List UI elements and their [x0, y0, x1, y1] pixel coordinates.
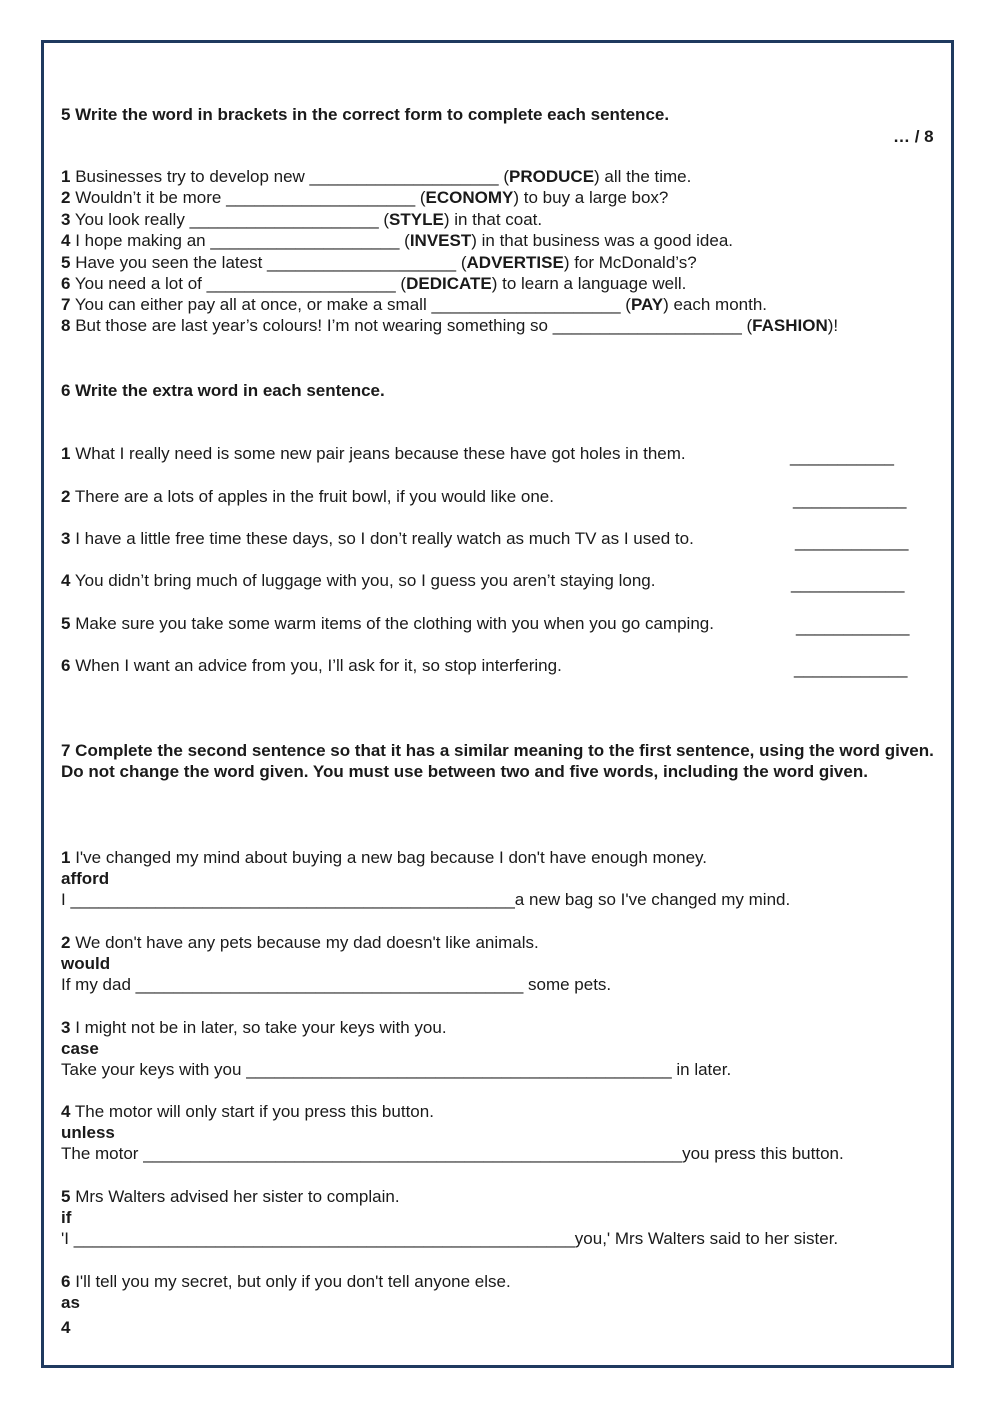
item-text-end: ) in that business was a good idea. [471, 231, 734, 250]
section6-item [61, 528, 694, 549]
item-text: Wouldn’t it be more [70, 188, 227, 207]
bracket-open: ( [399, 231, 410, 250]
item-number: 4 [61, 1102, 71, 1121]
item-text-end: ) to learn a language well. [491, 274, 687, 293]
item-text: But those are last year’s colours! I’m not wearing something so [70, 316, 553, 335]
item-sentence: I might not be in later, so take your keys with you. [70, 1018, 447, 1037]
key-word: unless [61, 1123, 115, 1142]
item-number: 1 [61, 167, 71, 186]
root-word: FASHION [752, 316, 828, 335]
item-text: You need a lot of [70, 274, 207, 293]
section6-item [61, 613, 714, 634]
section5-item [61, 187, 668, 208]
section5-item [61, 230, 733, 251]
root-word: PAY [630, 295, 664, 314]
item-sentence: The motor will only start if you press this button. [70, 1102, 434, 1121]
answer-blank[interactable]: ____________________ [226, 188, 416, 207]
item-number: 3 [61, 1018, 71, 1037]
item-text: You look really [70, 210, 190, 229]
item-sentence: Mrs Walters advised her sister to complain. [70, 1187, 400, 1206]
answer-blank[interactable]: ____________________ [189, 210, 379, 229]
section7-item [61, 847, 707, 868]
answer-blank[interactable]: ____________________ [309, 167, 499, 186]
item-text: There are a lots of apples in the fruit bowl, if you would like one. [70, 487, 554, 506]
answer-blank[interactable]: ____________________ [431, 295, 621, 314]
answer-line[interactable]: If my dad _________________________________________ some pets. [61, 975, 612, 994]
item-sentence: We don't have any pets because my dad doesn't like animals. [70, 933, 539, 952]
item-sentence: I've changed my mind about buying a new bag because I don't have enough money. [70, 848, 708, 867]
item-number: 8 [61, 316, 71, 335]
section5-item [61, 315, 838, 336]
answer-blank[interactable]: ____________________ [206, 274, 396, 293]
section5-item [61, 273, 686, 294]
item-number: 2 [61, 487, 71, 506]
item-text: When I want an advice from you, I’ll ask for it, so stop interfering. [70, 656, 562, 675]
answer-line[interactable]: Take your keys with you _____________________________________________ in later. [61, 1060, 732, 1079]
bracket-open: ( [378, 210, 390, 229]
key-word: afford [61, 869, 110, 888]
item-number: 3 [61, 210, 71, 229]
item-text: What I really need is some new pair jeans because these have got holes in them. [70, 444, 686, 463]
section6-item [61, 443, 686, 464]
item-text: Businesses try to develop new [70, 167, 310, 186]
page-number: 4 [61, 1318, 71, 1337]
bracket-open: ( [415, 188, 426, 207]
item-text: Have you seen the latest [70, 253, 268, 272]
section5-item [61, 294, 767, 315]
item-text: Make sure you take some warm items of the clothing with you when you go camping. [70, 614, 714, 633]
section6-item [61, 655, 562, 676]
bracket-open: ( [498, 167, 510, 186]
item-number: 2 [61, 933, 71, 952]
section7-item [61, 1186, 400, 1207]
bracket-open: ( [741, 316, 753, 335]
root-word: DEDICATE [406, 274, 492, 293]
section7-item [61, 932, 539, 953]
item-text-end: ) each month. [663, 295, 768, 314]
key-word: case [61, 1039, 99, 1058]
section7-item [61, 1101, 434, 1122]
item-number: 1 [61, 444, 71, 463]
section6-item [61, 486, 554, 507]
root-word: ECONOMY [425, 188, 514, 207]
answer-blank[interactable]: ____________________ [210, 231, 400, 250]
item-text-end: ) all the time. [594, 167, 692, 186]
item-text-end: ) to buy a large box? [513, 188, 669, 207]
item-number: 4 [61, 231, 71, 250]
key-word: if [61, 1208, 72, 1227]
item-number: 6 [61, 1272, 71, 1291]
item-sentence: I'll tell you my secret, but only if you don't tell anyone else. [70, 1272, 511, 1291]
item-number: 5 [61, 614, 71, 633]
answer-line[interactable]: I _______________________________________________a new bag so I've changed my mind. [61, 890, 791, 909]
item-number: 3 [61, 529, 71, 548]
item-number: 4 [61, 571, 71, 590]
section5-score: … / 8 [893, 127, 934, 146]
answer-blank[interactable]: ____________ [793, 490, 907, 509]
answer-blank[interactable]: ____________ [795, 532, 909, 551]
section7-item [61, 1271, 511, 1292]
section7-heading: 7 Complete the second sentence so that it has a similar meaning to the first sentence, using the word given. Do not change the word given. You must use between two and five words, including the word given. [61, 741, 934, 781]
section5-item [61, 209, 542, 230]
item-number: 5 [61, 1187, 71, 1206]
item-text-end: ) for McDonald’s? [563, 253, 697, 272]
item-number: 7 [61, 295, 71, 314]
item-text: You didn’t bring much of luggage with you, so I guess you aren’t staying long. [70, 571, 656, 590]
section6-heading: 6 Write the extra word in each sentence. [61, 381, 385, 400]
item-number: 6 [61, 274, 71, 293]
item-number: 1 [61, 848, 71, 867]
item-text-end: )! [827, 316, 839, 335]
section6-item [61, 570, 655, 591]
key-word: would [61, 954, 111, 973]
bracket-open: ( [456, 253, 467, 272]
answer-blank[interactable]: ___________ [790, 447, 895, 466]
item-text: I have a little free time these days, so I don’t really watch as much TV as I used to. [70, 529, 694, 548]
answer-blank[interactable]: ____________________ [267, 253, 457, 272]
section5-heading: 5 Write the word in brackets in the correct form to complete each sentence. [61, 105, 670, 124]
answer-blank[interactable]: ____________________ [552, 316, 742, 335]
bracket-open: ( [395, 274, 407, 293]
answer-blank[interactable]: ____________ [796, 617, 910, 636]
item-number: 5 [61, 253, 71, 272]
section7-item [61, 1017, 447, 1038]
root-word: INVEST [409, 231, 472, 250]
key-word: as [61, 1293, 80, 1312]
answer-blank[interactable]: ____________ [791, 574, 905, 593]
section5-item [61, 166, 691, 187]
section5-item [61, 252, 697, 273]
answer-line[interactable]: The motor _________________________________________________________you press this button. [61, 1144, 844, 1163]
item-number: 2 [61, 188, 71, 207]
bracket-open: ( [620, 295, 631, 314]
root-word: PRODUCE [509, 167, 595, 186]
answer-line[interactable]: 'I _____________________________________________________you,' Mrs Walters said to her sister. [61, 1229, 839, 1248]
item-text: I hope making an [70, 231, 211, 250]
root-word: STYLE [389, 210, 444, 229]
root-word: ADVERTISE [466, 253, 564, 272]
item-text: You can either pay all at once, or make a small [70, 295, 432, 314]
item-text-end: ) in that coat. [443, 210, 543, 229]
item-number: 6 [61, 656, 71, 675]
answer-blank[interactable]: ____________ [794, 659, 908, 678]
